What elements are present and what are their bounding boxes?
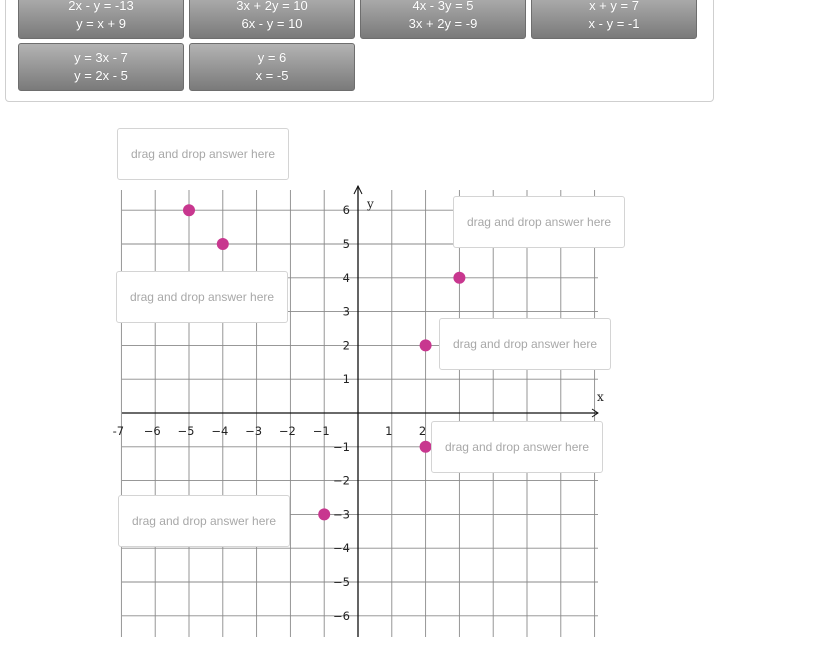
answer-tile-equation-2: 3x + 2y = -9 bbox=[408, 16, 478, 31]
y-tick-label: −1 bbox=[333, 439, 350, 454]
x-tick-label: −5 bbox=[177, 424, 195, 438]
plotted-point[interactable] bbox=[217, 238, 229, 250]
answer-tile-equation-2: x - y = -1 bbox=[588, 16, 640, 31]
x-tick-label: −6 bbox=[143, 424, 161, 438]
y-tick-label: −4 bbox=[333, 541, 350, 556]
y-tick-label: 1 bbox=[342, 372, 350, 387]
answer-tile-equation-1: y = 3x - 7 bbox=[74, 50, 128, 65]
drop-zone-label: drag and drop answer here bbox=[444, 440, 590, 454]
x-tick-label: -7 bbox=[112, 424, 125, 438]
answer-tile-equation-2: 6x - y = 10 bbox=[241, 16, 303, 31]
x-tick-label: −1 bbox=[312, 424, 330, 438]
drop-zone-1[interactable] bbox=[117, 128, 289, 180]
drop-zone-2[interactable] bbox=[453, 196, 625, 248]
y-tick-label: 6 bbox=[342, 203, 350, 218]
answer-tile-equation-1: 4x - 3y = 5 bbox=[412, 0, 474, 13]
drop-zone-6[interactable] bbox=[118, 495, 290, 547]
answer-tile-equation-2: x = -5 bbox=[255, 68, 289, 83]
x-tick-label: 1 bbox=[385, 424, 393, 438]
drop-zone-label: drag and drop answer here bbox=[131, 514, 277, 528]
y-tick-label: 4 bbox=[342, 270, 350, 285]
drop-zone-label: drag and drop answer here bbox=[452, 337, 598, 351]
drop-zone-5[interactable] bbox=[431, 421, 603, 473]
answer-tile-equation-1: y = 6 bbox=[257, 50, 287, 65]
plotted-point[interactable] bbox=[183, 204, 195, 216]
answer-tile-equation-2: y = x + 9 bbox=[76, 16, 126, 31]
x-tick-label: −3 bbox=[245, 424, 263, 438]
x-tick-label: −2 bbox=[278, 424, 296, 438]
plotted-point[interactable] bbox=[318, 508, 330, 520]
plotted-point[interactable] bbox=[453, 272, 465, 284]
x-tick-label: 2 bbox=[418, 424, 427, 438]
y-tick-label: −3 bbox=[333, 507, 350, 522]
y-tick-label: −5 bbox=[333, 575, 350, 589]
answer-tile-equation-1: 3x + 2y = 10 bbox=[236, 0, 308, 13]
y-tick-label: 5 bbox=[342, 237, 350, 251]
drop-zone-label: drag and drop answer here bbox=[129, 290, 275, 304]
answer-tile-equation-2: y = 2x - 5 bbox=[74, 68, 128, 83]
x-axis-label: x bbox=[597, 390, 604, 404]
drop-zone-3[interactable] bbox=[116, 271, 288, 323]
x-tick-label: −4 bbox=[211, 424, 229, 438]
drop-zone-4[interactable] bbox=[439, 318, 611, 370]
drop-zone-label: drag and drop answer here bbox=[130, 147, 276, 161]
y-tick-label: −6 bbox=[333, 608, 350, 623]
answer-tile-equation-1: x + y = 7 bbox=[589, 0, 639, 13]
plotted-point[interactable] bbox=[420, 339, 432, 351]
drop-zone-label: drag and drop answer here bbox=[466, 215, 612, 229]
y-axis-label: y bbox=[367, 197, 374, 212]
y-tick-label: −2 bbox=[333, 473, 350, 488]
y-tick-label: 3 bbox=[342, 304, 350, 319]
y-tick-label: 2 bbox=[342, 338, 350, 353]
answer-tile-equation-1: 2x - y = -13 bbox=[68, 0, 134, 13]
plotted-point[interactable] bbox=[420, 441, 432, 453]
